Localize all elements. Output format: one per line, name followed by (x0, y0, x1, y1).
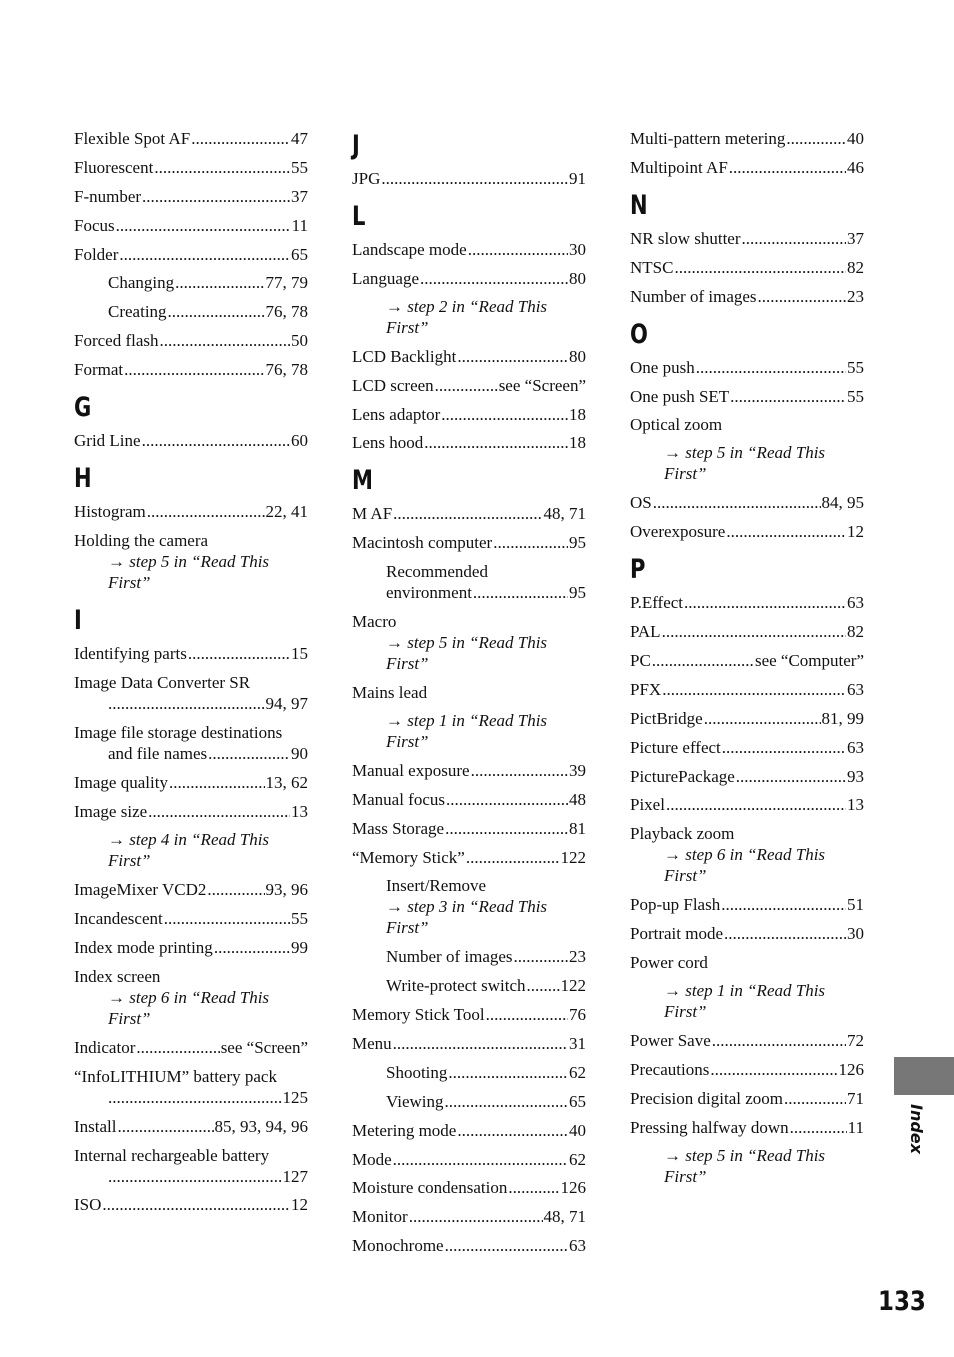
index-entry: LCD screen ..... see “Screen” (352, 375, 586, 396)
index-entry: Holding the camera (74, 531, 209, 551)
section-letter-h: H (74, 463, 92, 495)
index-entry: Metering mode ..... 40 (352, 1120, 586, 1141)
index-entry: Overexposure ..... 12 (630, 521, 864, 542)
cross-reference: → step 4 in “Read This First” (108, 830, 270, 871)
index-entry: F-number ..... 37 (74, 186, 308, 207)
cross-reference: → step 1 in “Read This First” (386, 711, 548, 752)
index-entry: PFX ..... 63 (630, 679, 864, 700)
arrow-icon: → (664, 981, 681, 1001)
index-entry: Internal rechargeable battery (74, 1145, 270, 1165)
index-entry: Precision digital zoom ..... 71 (630, 1088, 864, 1109)
section-letter-m: M (352, 465, 373, 497)
arrow-icon: → (664, 845, 681, 865)
index-entry: Folder ..... 65 (74, 244, 308, 265)
index-entry: Moisture condensation ..... 126 (352, 1177, 586, 1198)
index-entry: JPG ..... 91 (352, 168, 586, 189)
index-entry: Grid Line ..... 60 (74, 430, 308, 451)
arrow-icon: → (664, 443, 681, 463)
index-entry: Pressing halfway down ..... 11 (630, 1117, 864, 1138)
cross-reference: → step 6 in “Read This First” (664, 845, 826, 886)
index-entry: Lens adaptor ..... 18 (352, 404, 586, 425)
section-letter-j: J (352, 130, 360, 161)
index-entry: Pop-up Flash ..... 51 (630, 894, 864, 915)
index-entry-continuation: ..... 125 (74, 1087, 308, 1108)
index-entry: Forced flash ..... 50 (74, 330, 308, 351)
arrow-icon: → (108, 830, 125, 850)
index-entry: Incandescent ..... 55 (74, 908, 308, 929)
index-entry: Image size ..... 13 (74, 801, 308, 822)
index-entry: Memory Stick Tool ..... 76 (352, 1004, 586, 1025)
index-entry: Mains lead (352, 683, 428, 703)
index-entry: Optical zoom (630, 415, 723, 435)
index-entry: Identifying parts ..... 15 (74, 643, 308, 664)
cross-reference: → step 5 in “Read This First” (108, 552, 270, 593)
section-letter-n: N (630, 189, 648, 221)
index-subentry: Insert/Remove (386, 876, 487, 896)
index-entry: PC ..... see “Computer” (630, 650, 864, 671)
cross-reference: → step 5 in “Read This First” (664, 1146, 826, 1187)
index-entry: Install ..... 85, 93, 94, 96 (74, 1116, 308, 1137)
index-entry: M AF ..... 48, 71 (352, 503, 586, 524)
cross-reference: → step 2 in “Read This First” (386, 296, 548, 337)
index-entry: Power Save ..... 72 (630, 1030, 864, 1051)
index-entry: Manual exposure ..... 39 (352, 760, 586, 781)
index-entry: Macintosh computer ..... 95 (352, 532, 586, 553)
index-entry: Format ..... 76, 78 (74, 359, 308, 380)
index-entry: Flexible Spot AF ..... 47 (74, 128, 308, 149)
index-column-1 (74, 128, 308, 1223)
section-letter-g: G (74, 392, 92, 424)
index-entry: Number of images ..... 23 (630, 286, 864, 307)
index-entry: Multi-pattern metering ..... 40 (630, 128, 864, 149)
index-entry: Picture effect ..... 63 (630, 737, 864, 758)
index-subentry: Shooting ..... 62 (352, 1062, 586, 1083)
index-entry: Index screen (74, 967, 161, 987)
index-entry: PictBridge ..... 81, 99 (630, 708, 864, 729)
index-entry: NTSC ..... 82 (630, 257, 864, 278)
index-subentry: Number of images ..... 23 (352, 946, 586, 967)
index-entry: Histogram ..... 22, 41 (74, 501, 308, 522)
index-entry: One push ..... 55 (630, 357, 864, 378)
index-entry: “Memory Stick” ..... 122 (352, 847, 586, 868)
index-entry: Fluorescent ..... 55 (74, 157, 308, 178)
index-entry: NR slow shutter ..... 37 (630, 228, 864, 249)
index-entry-continuation: ..... 94, 97 (74, 693, 308, 714)
index-entry: Monitor ..... 48, 71 (352, 1206, 586, 1227)
arrow-icon: → (108, 988, 125, 1008)
index-entry: Monochrome ..... 63 (352, 1235, 586, 1256)
index-entry: ISO ..... 12 (74, 1194, 308, 1215)
index-subentry: Viewing ..... 65 (352, 1091, 586, 1112)
index-entry: One push SET ..... 55 (630, 386, 864, 407)
index-entry: Power cord (630, 953, 708, 973)
section-letter-o: O (630, 318, 648, 350)
index-entry: Portrait mode ..... 30 (630, 923, 864, 944)
index-side-tab (894, 1057, 954, 1095)
index-entry: Playback zoom (630, 824, 735, 844)
index-entry: PicturePackage ..... 93 (630, 766, 864, 787)
index-subentry: Creating ..... 76, 78 (74, 301, 308, 322)
index-entry: Multipoint AF ..... 46 (630, 157, 864, 178)
cross-reference: → step 3 in “Read This First” (386, 897, 548, 938)
index-entry: Indicator ..... see “Screen” (74, 1037, 308, 1058)
arrow-icon: → (386, 897, 403, 917)
index-subentry: environment ..... 95 (352, 582, 586, 603)
cross-reference: → step 6 in “Read This First” (108, 988, 270, 1029)
index-subentry: Write-protect switch ..... 122 (352, 975, 586, 996)
index-entry: Image quality ..... 13, 62 (74, 772, 308, 793)
section-letter-p: P (630, 554, 646, 586)
index-entry: P.Effect ..... 63 (630, 592, 864, 613)
arrow-icon: → (108, 552, 125, 572)
arrow-icon: → (664, 1146, 681, 1166)
index-entry: Menu ..... 31 (352, 1033, 586, 1054)
index-entry: Landscape mode ..... 30 (352, 239, 586, 260)
index-column-2 (352, 128, 586, 1264)
index-subentry: Recommended (386, 562, 488, 582)
index-entry: PAL ..... 82 (630, 621, 864, 642)
index-entry: LCD Backlight ..... 80 (352, 346, 586, 367)
section-letter-l: L (352, 201, 366, 232)
section-letter-i: I (74, 605, 82, 637)
index-subentry: Changing ..... 77, 79 (74, 272, 308, 293)
index-entry: Index mode printing ..... 99 (74, 937, 308, 958)
index-entry: Manual focus ..... 48 (352, 789, 586, 810)
index-entry: Image file storage destinations (74, 722, 283, 742)
index-entry: Image Data Converter SR (74, 672, 251, 692)
index-entry: Pixel ..... 13 (630, 794, 864, 815)
arrow-icon: → (386, 296, 403, 316)
index-entry: Lens hood ..... 18 (352, 432, 586, 453)
index-entry-continuation: and file names ..... 90 (74, 743, 308, 764)
cross-reference: → step 5 in “Read This First” (664, 443, 826, 484)
arrow-icon: → (386, 711, 403, 731)
index-entry: Focus ..... 11 (74, 215, 308, 236)
index-tab-label: Index (907, 1104, 926, 1154)
index-entry-continuation: ..... 127 (74, 1166, 308, 1187)
index-entry: Precautions ..... 126 (630, 1059, 864, 1080)
cross-reference: → step 1 in “Read This First” (664, 981, 826, 1022)
index-entry: Mass Storage ..... 81 (352, 818, 586, 839)
index-entry: Mode ..... 62 (352, 1149, 586, 1170)
index-column-3 (630, 128, 864, 1195)
arrow-icon: → (386, 633, 403, 653)
index-entry: Language ..... 80 (352, 268, 586, 289)
index-entry: Macro (352, 612, 397, 632)
page-number: 133 (878, 1286, 926, 1317)
index-entry: OS ..... 84, 95 (630, 492, 864, 513)
cross-reference: → step 5 in “Read This First” (386, 633, 548, 674)
index-entry: ImageMixer VCD2 ..... 93, 96 (74, 879, 308, 900)
index-entry: “InfoLITHIUM” battery pack (74, 1066, 277, 1086)
